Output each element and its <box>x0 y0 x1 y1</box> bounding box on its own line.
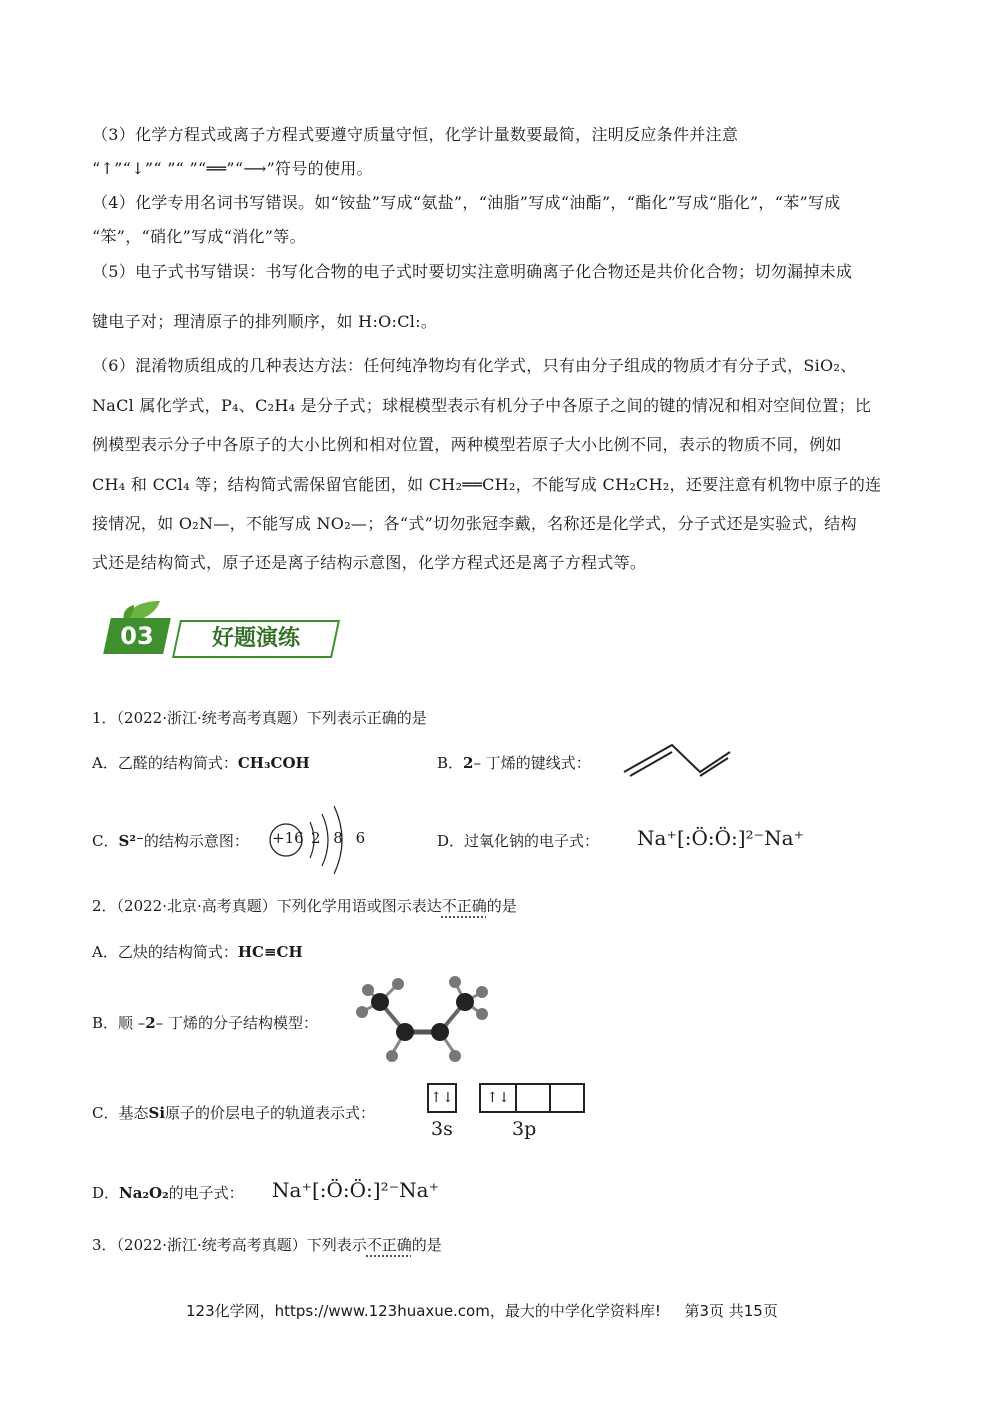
q2-option-d <box>92 1182 244 1203</box>
q1-a-formula: CH₃COH <box>237 754 310 772</box>
butene-skeletal-formula <box>622 740 734 780</box>
q2-d-label: D． <box>92 1184 120 1202</box>
q3-stem <box>92 1234 442 1255</box>
para6-line1: （6）混淆物质组成的几种表达方法：任何纯净物均有化学式，只有由分子组成的物质才有分子式，SiO₂、 <box>92 356 857 375</box>
orbital-3s-box: ↑↓ <box>427 1083 457 1113</box>
q1-b-label: B． <box>437 754 464 772</box>
q2-option-b <box>92 1012 318 1033</box>
para6-line2: NaCl 属化学式，P₄、C₂H₄ 是分子式；球棍模型表示有机分子中各原子之间的键的情况和相对空间位置；比 <box>92 396 872 415</box>
q2-d-electron-formula: Na⁺[:Ö:Ö:]²⁻Na⁺ <box>272 1178 440 1202</box>
q1-option-d: D．过氧化钠的电子式： <box>437 832 600 850</box>
q3-stem-emph: 不正确 <box>366 1236 412 1254</box>
q2-c-atom: Si <box>148 1104 166 1122</box>
q1-c-label: C． <box>92 832 119 850</box>
q2-c-3s-label: 3s <box>431 1118 453 1140</box>
orbital-3p-box-3 <box>551 1083 585 1113</box>
q1-a-label: A．乙醛的结构简式： <box>92 754 238 772</box>
orbital-3p-box-1: ↑↓ <box>479 1083 517 1113</box>
para6-line6: 式还是结构简式，原子还是离子结构示意图，化学方程式还是离子方程式等。 <box>92 553 647 572</box>
orbital-3p-box-2 <box>517 1083 551 1113</box>
q1-b-bold: 2 <box>463 754 474 772</box>
section-title-badge: 好题演练 <box>172 620 340 658</box>
para6-line5: 接情况，如 O₂N—，不能写成 NO₂—；各“式”切勿张冠李戴，名称还是化学式，分子式还是实验式，结构 <box>92 514 857 533</box>
footer <box>186 1300 778 1321</box>
para5-line2: 键电子对；理清原子的排列顺序，如 H:O:Cl:。 <box>92 312 438 331</box>
para6-line3: 例模型表示分子中各原子的大小比例和相对位置，两种模型若原子大小比例不同，表示的物质不同，例如 <box>92 435 842 454</box>
q1-option-a <box>92 752 310 773</box>
q3-stem-pre: 3．（2022·浙江·统考高考真题）下列表示 <box>92 1236 367 1254</box>
q1-d-electron-formula: Na⁺[:Ö:Ö:]²⁻Na⁺ <box>637 826 805 850</box>
q1-c-text: 的结构示意图： <box>143 832 249 850</box>
q2-c-text: 原子的价层电子的轨道表示式： <box>165 1104 376 1122</box>
q2-stem-post: 的是 <box>486 897 517 915</box>
q2-stem-pre: 2．（2022·北京·高考真题）下列化学用语或图示表达 <box>92 897 442 915</box>
q2-stem <box>92 895 517 916</box>
para5-line1: （5）电子式书写错误：书写化合物的电子式时要切实注意明确离子化合物还是共价化合物；切勿漏掉未成 <box>92 262 853 281</box>
q2-b-bold: 2 <box>145 1014 156 1032</box>
q2-c-label: C．基态 <box>92 1104 149 1122</box>
q3-stem-post: 的是 <box>411 1236 442 1254</box>
section-number-badge: 03 <box>103 618 171 654</box>
q1-c-nucleus: +16 <box>272 829 304 847</box>
footer-page-number: 第3页 共15页 <box>684 1302 778 1320</box>
para3-line2: “↑”“↓”“ ”“ ”“══”“⟶”符号的使用。 <box>92 159 373 178</box>
para3-line1: （3）化学方程式或离子方程式要遵守质量守恒，化学计量数要最简，注明反应条件并注意 <box>92 125 739 144</box>
q2-option-a <box>92 941 303 962</box>
footer-text: 123化学网，https://www.123huaxue.com，最大的中学化学资料库! <box>186 1302 661 1320</box>
para6-line4: CH₄ 和 CCl₄ 等；结构简式需保留官能团，如 CH₂══CH₂，不能写成 CH₂CH₂，还要注意有机物中原子的连 <box>92 475 882 494</box>
q2-b-text: – 丁烯的分子结构模型： <box>155 1014 319 1032</box>
para4-line2: “笨”，“硝化”写成“消化”等。 <box>92 227 306 246</box>
q1-c-shells: 2 8 6 <box>311 829 370 847</box>
q1-stem: 1．（2022·浙江·统考高考真题）下列表示正确的是 <box>92 709 427 727</box>
q2-b-label: B．顺 – <box>92 1014 146 1032</box>
q2-a-label: A．乙炔的结构简式： <box>92 943 238 961</box>
q1-option-c <box>92 830 249 851</box>
q2-a-formula: HC≡CH <box>237 943 303 961</box>
q2-option-c <box>92 1102 375 1123</box>
q2-c-orbital-diagram <box>427 1083 585 1113</box>
para4-line1: （4）化学专用名词书写错误。如“铵盐”写成“氨盐”，“油脂”写成“油酯”，“酯化”写成“脂化”，“苯”写成 <box>92 193 841 212</box>
q1-option-b <box>437 752 591 773</box>
q2-stem-emph: 不正确 <box>441 897 487 915</box>
q2-c-3p-label: 3p <box>512 1118 537 1140</box>
q1-c-ion: S²⁻ <box>118 832 144 850</box>
q2-d-text: 的电子式： <box>168 1184 244 1202</box>
q1-b-text: – 丁烯的键线式： <box>473 754 591 772</box>
q2-d-formula: Na₂O₂ <box>119 1184 169 1202</box>
cis-butene-ball-stick-model <box>350 972 495 1072</box>
